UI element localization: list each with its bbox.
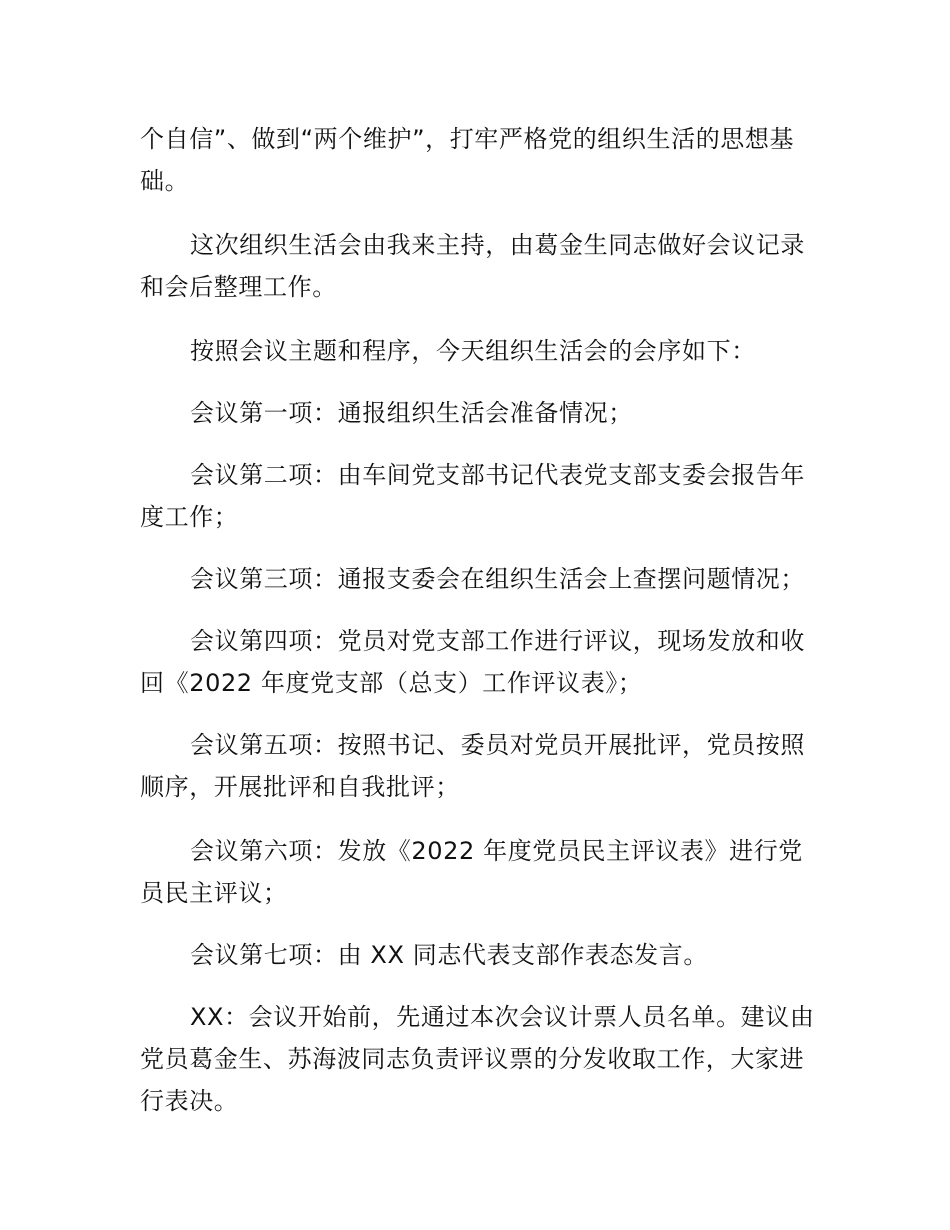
paragraph-agenda-item-4: 会议第四项：党员对党支部工作进行评议，现场发放和收回《2022 年度党支部（总支）工作评议表》； — [140, 627, 805, 697]
paragraph-vote-proposal: XX：会议开始前，先通过本次会议计票人员名单。建议由党员葛金生、苏海波同志负责评议票的分发收取工作，大家进行表决。 — [140, 1003, 815, 1115]
paragraph-agenda-item-7: 会议第七项：由 XX 同志代表支部作表态发言。 — [190, 941, 708, 969]
paragraph-host-intro: 这次组织生活会由我来主持，由葛金生同志做好会议记录和会后整理工作。 — [140, 231, 805, 301]
paragraph-agenda-item-1: 会议第一项：通报组织生活会准备情况； — [190, 399, 633, 427]
paragraph-agenda-item-5: 会议第五项：按照书记、委员对党员开展批评，党员按照顺序，开展批评和自我批评； — [140, 731, 805, 801]
paragraph-agenda-item-3: 会议第三项：通报支委会在组织生活会上查摆问题情况； — [190, 565, 805, 593]
paragraph-agenda-intro: 按照会议主题和程序，今天组织生活会的会序如下： — [190, 337, 756, 365]
paragraph-agenda-item-6: 会议第六项：发放《2022 年度党员民主评议表》进行党员民主评议； — [140, 837, 803, 907]
paragraph-continuation: 个自信”、做到“两个维护”，打牢严格党的组织生活的思想基础。 — [140, 125, 795, 195]
paragraph-agenda-item-2: 会议第二项：由车间党支部书记代表党支部支委会报告年度工作； — [140, 461, 805, 531]
